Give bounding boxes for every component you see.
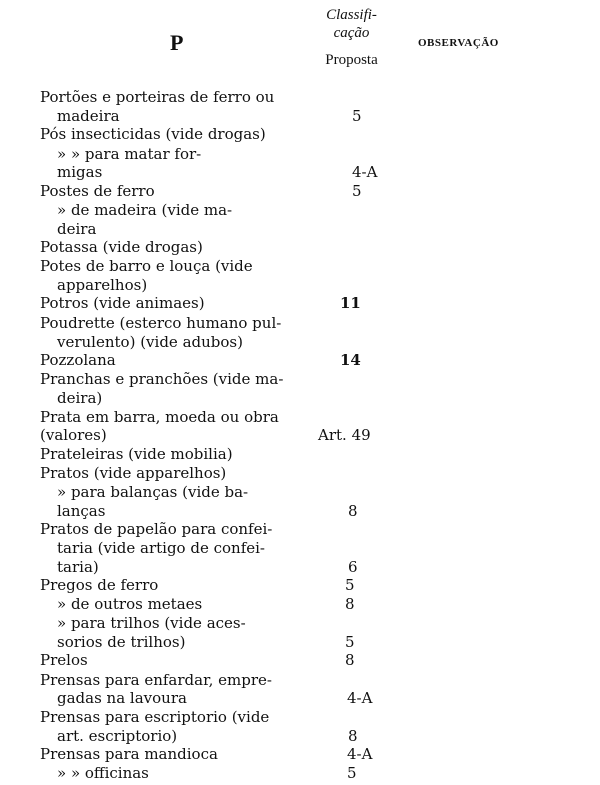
- entry-text: Prensas para enfardar, empre-: [40, 671, 272, 689]
- entry-classification: 8: [345, 595, 355, 613]
- entry-line: [0, 445, 600, 464]
- entry-line: [0, 314, 600, 333]
- entry-text: migas: [57, 163, 103, 181]
- entry-text: gadas na lavoura: [57, 689, 187, 707]
- entry-text: Prata em barra, moeda ou obra: [40, 408, 279, 426]
- entry-text: Postes de ferro: [40, 182, 155, 200]
- entry-classification: 4-A: [347, 689, 373, 707]
- entry-line: [0, 576, 600, 595]
- entry-text: deira: [57, 220, 97, 238]
- entry-text: taria): [57, 558, 99, 576]
- entry-text: Prensas para escriptorio (vide: [40, 708, 270, 726]
- entry-line: [0, 220, 600, 239]
- entry-text: Prateleiras (vide mobilia): [40, 445, 233, 463]
- entry-line: [0, 351, 600, 370]
- entry-line: [0, 125, 600, 144]
- entry-line: [0, 539, 600, 558]
- entry-classification: 8: [348, 727, 358, 745]
- entry-classification: 4-A: [352, 163, 378, 181]
- entry-line: [0, 671, 600, 690]
- entry-line: [0, 689, 600, 708]
- entry-line: [0, 294, 600, 313]
- entry-line: [0, 745, 600, 764]
- entry-text: » para balanças (vide ba-: [57, 483, 249, 501]
- entry-text: » de outros metaes: [57, 595, 203, 613]
- entry-line: [0, 426, 600, 445]
- entry-line: [0, 238, 600, 257]
- entry-classification: 6: [348, 558, 358, 576]
- entry-classification: 5: [352, 107, 362, 125]
- entry-line: [0, 88, 600, 107]
- entry-text: art. escriptorio): [57, 727, 178, 745]
- entry-line: [0, 370, 600, 389]
- entry-line: [0, 764, 600, 783]
- entry-text: » » para matar for-: [57, 145, 202, 163]
- entry-text: » de madeira (vide ma-: [57, 201, 233, 219]
- entry-line: [0, 408, 600, 427]
- entry-text: Pratos (vide apparelhos): [40, 464, 227, 482]
- entry-classification: 5: [352, 182, 362, 200]
- entry-text: Potros (vide animaes): [40, 294, 205, 312]
- entry-text: Pozzolana: [40, 351, 116, 369]
- entry-line: [0, 182, 600, 201]
- entry-classification: 5: [347, 764, 357, 782]
- entry-line: [0, 595, 600, 614]
- entry-text: verulento) (vide adubos): [57, 333, 243, 351]
- entry-text: » para trilhos (vide aces-: [57, 614, 246, 632]
- entry-classification: 5: [345, 633, 355, 651]
- entry-classification: 14: [340, 351, 361, 369]
- classification-label-line2: cação: [333, 25, 370, 41]
- entry-text: Pós insecticidas (vide drogas): [40, 125, 266, 143]
- column-header-letter: P: [170, 30, 184, 55]
- entry-text: Poudrette (esterco humano pul-: [40, 314, 282, 332]
- entry-line: [0, 201, 600, 220]
- entry-line: [0, 727, 600, 746]
- entry-classification: 8: [348, 502, 358, 520]
- entry-classification: 5: [345, 576, 355, 594]
- entry-text: Potassa (vide drogas): [40, 238, 203, 256]
- entry-line: [0, 107, 600, 126]
- entry-text: Prelos: [40, 651, 88, 669]
- entry-text: madeira: [57, 107, 120, 125]
- entry-classification: Art. 49: [318, 426, 371, 444]
- entry-text: apparelhos): [57, 276, 148, 294]
- entry-line: [0, 276, 600, 295]
- entry-line: [0, 464, 600, 483]
- entry-classification: 4-A: [347, 745, 373, 763]
- entry-line: [0, 614, 600, 633]
- column-header-classification: [314, 6, 389, 42]
- entry-text: deira): [57, 389, 103, 407]
- entry-text: Pranchas e pranchões (vide ma-: [40, 370, 284, 388]
- entry-text: Portões e porteiras de ferro ou: [40, 88, 275, 106]
- entry-line: [0, 163, 600, 182]
- entry-line: [0, 483, 600, 502]
- entry-text: Potes de barro e louça (vide: [40, 257, 253, 275]
- entry-line: [0, 708, 600, 727]
- entry-text: (valores): [40, 426, 107, 444]
- entry-line: [0, 257, 600, 276]
- entry-line: [0, 651, 600, 670]
- entry-line: [0, 502, 600, 521]
- entry-text: taria (vide artigo de confei-: [57, 539, 265, 557]
- classification-label-line1: Classifi-: [326, 7, 377, 23]
- entry-line: [0, 520, 600, 539]
- entry-text: Pratos de papelão para confei-: [40, 520, 273, 538]
- entry-line: [0, 558, 600, 577]
- column-header-proposed: Proposta: [325, 52, 378, 68]
- entry-text: Prensas para mandioca: [40, 745, 218, 763]
- entry-line: [0, 389, 600, 408]
- entry-text: lanças: [57, 502, 106, 520]
- entry-classification: 11: [340, 294, 361, 312]
- column-header-observation: OBSERVAÇÃO: [418, 37, 499, 49]
- entry-line: [0, 633, 600, 652]
- entry-classification: 8: [345, 651, 355, 669]
- entry-text: sorios de trilhos): [57, 633, 186, 651]
- entry-text: Pregos de ferro: [40, 576, 159, 594]
- entry-text: » » officinas: [57, 764, 149, 782]
- entry-line: [0, 333, 600, 352]
- entry-line: [0, 145, 600, 164]
